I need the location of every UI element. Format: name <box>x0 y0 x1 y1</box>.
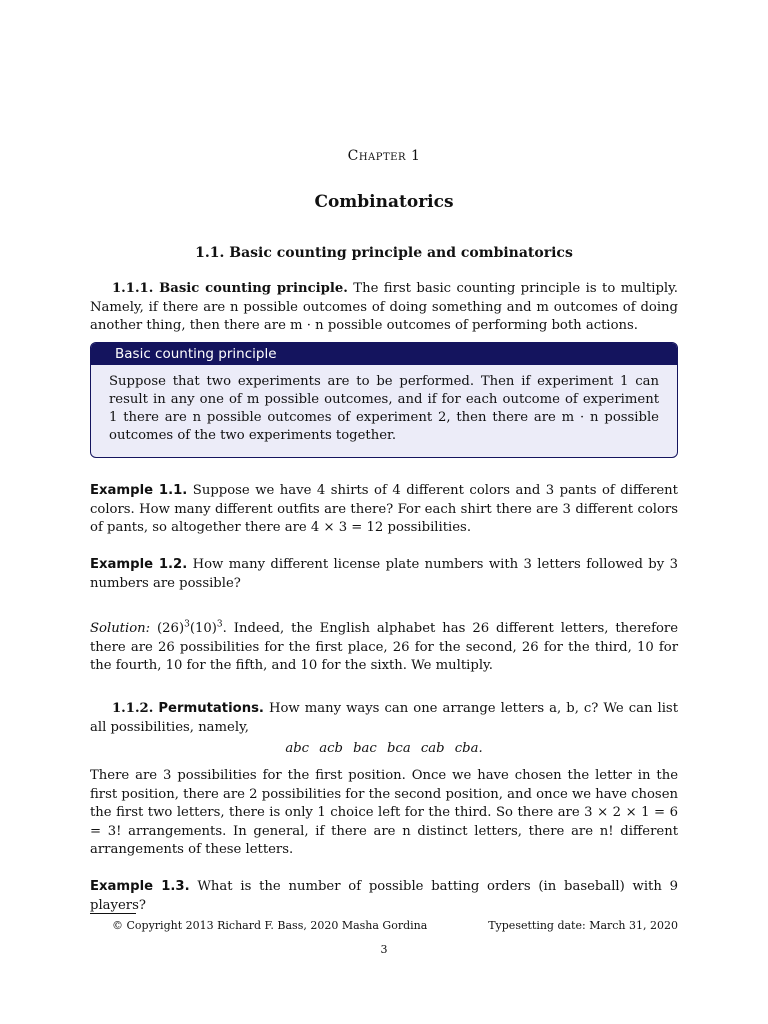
chapter-title: Combinatorics <box>314 192 454 212</box>
subsection-heading-word: Permutations. <box>158 701 264 716</box>
solution-1-2 <box>90 620 678 676</box>
example-label: Example 1.2. <box>90 557 188 572</box>
example-text: Suppose we have 4 shirts of 4 different colors and 3 pants of different colors. How many different outfits are there? For each shirt there are 3 different colors of pants, so altogether there are 4 × 3 = 12 possibilities. <box>90 483 678 535</box>
subsection-heading: 1.1.1. Basic counting principle. <box>112 281 348 296</box>
principle-box <box>90 342 678 458</box>
example-label: Example 1.1. <box>90 483 188 498</box>
solution-text: . Indeed, the English alphabet has 26 different letters, therefore there are 26 possibilities for the first place, 26 for the second, 26 for the third, 10 for the fourth, 10 for the fifth, and 10 for the sixth. We multiply. <box>90 621 679 673</box>
subsection-text: How many ways can one arrange letters a, b, c? We can list all possibilities, namely, <box>90 701 678 735</box>
page-number: 3 <box>380 943 388 956</box>
example-1-2 <box>90 556 678 593</box>
chapter-label: Chapter 1 <box>347 148 421 164</box>
subsection-permutations <box>90 700 678 737</box>
example-text: How many different license plate numbers with 3 letters followed by 3 numbers are possible? <box>90 557 678 591</box>
solution-formula-a: (26) <box>150 621 185 636</box>
permutation-paragraph: There are 3 possibilities for the first position. Once we have chosen the letter in the first position, there are 2 possibilities for the second position, and once we have chosen the first two letters, there is only 1 choice left for the third. So there are 3 × 2 × 1 = 6 = 3! arrangements. In general, if there are n distinct letters, there are n! different arrangements of these letters. <box>90 768 678 857</box>
example-label: Example 1.3. <box>90 879 190 894</box>
example-text: What is the number of possible batting orders (in baseball) with 9 players? <box>90 879 678 913</box>
solution-formula-b: (10) <box>189 621 217 636</box>
example-1-1 <box>90 482 678 538</box>
example-1-3 <box>90 878 678 915</box>
subsection-heading-num: 1.1.2. <box>112 701 154 716</box>
principle-box-text: Suppose that two experiments are to be performed. Then if experiment 1 can result in any one of m possible outcomes, and if for each outcome of experiment 1 there are n possible outcomes of experiment 2, then there are m · n possible outcomes of the two experiments together. <box>109 374 659 443</box>
typesetting-date: Typesetting date: March 31, 2020 <box>488 919 678 932</box>
footnote-rule <box>90 913 136 914</box>
solution-exp-a: 3 <box>184 619 190 630</box>
copyright-footnote: © Copyright 2013 Richard F. Bass, 2020 Masha Gordina <box>112 919 428 932</box>
section-title: 1.1. Basic counting principle and combinatorics <box>195 245 573 261</box>
subsection-basic-counting <box>90 280 678 336</box>
principle-box-title: Basic counting principle <box>91 343 677 365</box>
solution-exp-b: 3 <box>216 619 223 630</box>
permutation-list: abc acb bac bca cab cba. <box>285 741 483 756</box>
subsection-text: The first basic counting principle is to multiply. Namely, if there are n possible outcomes of doing something and m outcomes of doing another thing, then there are m · n possible outcomes of performing both actions. <box>90 281 678 333</box>
solution-label: Solution: <box>90 621 151 636</box>
